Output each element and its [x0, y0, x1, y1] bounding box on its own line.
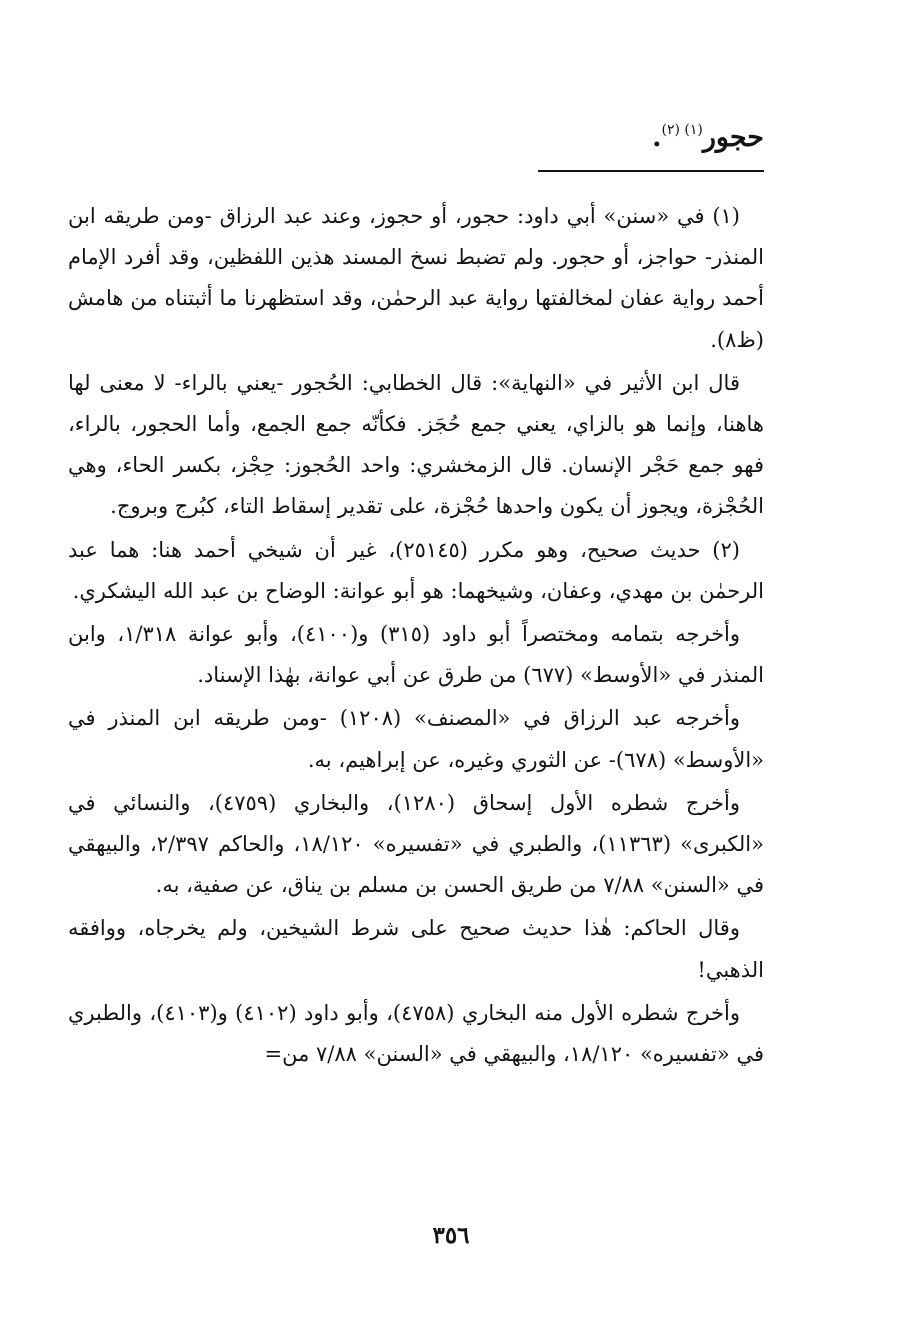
footnote-paragraph: (٢) حديث صحيح، وهو مكرر (٢٥١٤٥)، غير أن شيخي أحمد هنا: هما عبد الرحمٰن بن مهدي، وعفان، وشيخهما: هو أبو عوانة: الوضاح بن عبد الله اليشكري.	[68, 537, 764, 603]
footnotes-section	[68, 196, 764, 1077]
footnote-paragraph: وأخرجه بتمامه ومختصراً أبو داود (٣١٥) و(٤١٠٠)، وأبو عوانة ١/٣١٨، وابن المنذر في «الأوسط» (٦٧٧) من طرق عن أبي عوانة، بهٰذا الإسناد.	[68, 622, 764, 688]
footnote-paragraph: وقال الحاكم: هٰذا حديث صحيح على شرط الشيخين، ولم يخرجاه، ووافقه الذهبي!	[68, 916, 764, 982]
footnote-paragraph: قال ابن الأثير في «النهاية»: قال الخطابي: الحُجور -يعني بالراء- لا معنى لها هاهنا، وإنما هو بالزاي، يعني جمع حُجَز. فكأنّه جمع الجمع، وأما الحجور، بالراء، فهو جمع حَجْر الإنسان. قال الزمخشري: واحد الحُجوز: حِجْز، بكسر الحاء، وهي الحُجْزة، ويجوز أن يكون واحدها حُجْزة، على تقدير إسقاط التاء، كبُرج وبروج.	[68, 370, 764, 519]
main-text-end: .	[652, 122, 662, 153]
footnote-separator	[538, 170, 764, 172]
page-number: ٣٥٦	[432, 1222, 470, 1249]
main-text-word: حجور	[702, 122, 764, 153]
footnote-paragraph: وأخرج شطره الأول إسحاق (١٢٨٠)، والبخاري (٤٧٥٩)، والنسائي في «الكبرى» (١١٣٦٣)، والطبري في «تفسيره» ١٨/١٢٠، والحاكم ٢/٣٩٧، والبيهقي في «السنن» ٧/٨٨ من طريق الحسن بن مسلم بن يناق، عن صفية، به.	[68, 790, 764, 898]
footnote-paragraph: (١) في «سنن» أبي داود: حجور، أو حجوز، وعند عبد الرزاق -ومن طريقه ابن المنذر- حواجز، أو حجور. ولم تضبط نسخ المسند هذين اللفظين، وقد أفرد الإمام أحمد رواية عفان لمخالفتها رواية عبد الرحمٰن، وقد استظهرنا ما أثبتناه من هامش (ظ٨).	[68, 204, 764, 352]
footnote-paragraph: وأخرجه عبد الرزاق في «المصنف» (١٢٠٨) -ومن طريقه ابن المنذر في «الأوسط» (٦٧٨)- عن الثوري وغيره، عن إبراهيم، به.	[68, 706, 764, 772]
main-text-line	[652, 108, 764, 160]
footnote-paragraph: وأخرج شطره الأول منه البخاري (٤٧٥٨)، وأبو داود (٤١٠٢) و(٤١٠٣)، والطبري في «تفسيره» ١٨/١٢٠، والبيهقي في «السنن» ٧/٨٨ من=	[68, 1000, 764, 1067]
footnote-references: (١) (٢)	[661, 122, 703, 138]
